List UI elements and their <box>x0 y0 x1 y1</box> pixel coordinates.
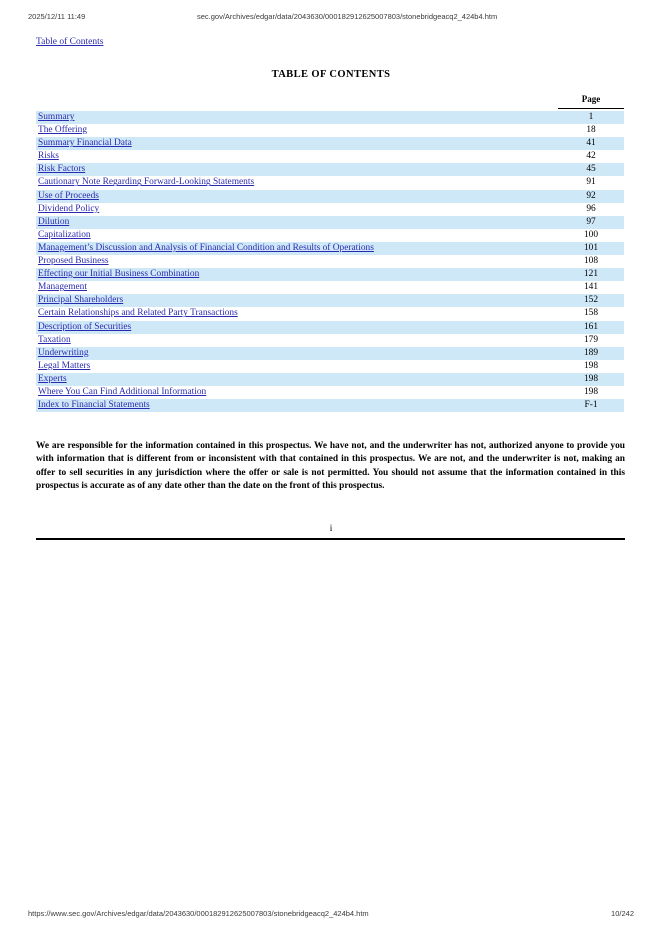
toc-entry-page-number: 152 <box>583 295 599 306</box>
page-marker: i <box>329 524 333 534</box>
page-bottom-rule <box>36 538 625 540</box>
toc-entry-page-number: 121 <box>583 269 599 280</box>
table-row <box>36 150 624 163</box>
table-row <box>36 242 624 255</box>
page-title: TABLE OF CONTENTS <box>271 69 391 80</box>
toc-entry-page-number: 179 <box>583 334 599 345</box>
toc-entry-link[interactable]: Effecting our Initial Business Combination <box>38 269 200 280</box>
toc-entry-link[interactable]: Summary Financial Data <box>38 138 132 149</box>
toc-entry-page-number: 92 <box>586 190 596 201</box>
table-row <box>36 137 624 150</box>
table-row <box>36 281 624 294</box>
toc-entry-page-number: 1 <box>588 112 594 122</box>
toc-entry-link[interactable]: Underwriting <box>38 347 89 358</box>
toc-entry-page-number: 161 <box>583 321 599 332</box>
toc-entry-link[interactable]: Legal Matters <box>38 360 91 371</box>
toc-entry-page-number: 198 <box>583 360 599 371</box>
toc-entry-link[interactable]: Cautionary Note Regarding Forward-Looking Statements <box>38 177 255 188</box>
toc-entry-link[interactable]: Taxation <box>38 334 71 345</box>
table-row <box>36 111 624 124</box>
page-column-rule <box>558 108 624 109</box>
toc-entry-page-number: 100 <box>583 229 599 240</box>
toc-entry-link[interactable]: Use of Proceeds <box>38 190 99 201</box>
toc-entry-link[interactable]: Summary <box>38 112 75 122</box>
table-row <box>36 347 624 360</box>
table-row <box>36 386 624 399</box>
toc-entry-link[interactable]: Management <box>38 282 87 293</box>
toc-entry-link[interactable]: Index to Financial Statements <box>38 400 150 411</box>
table-of-contents-back-link[interactable]: Table of Contents <box>36 37 104 47</box>
table-row <box>36 268 624 281</box>
toc-entry-page-number: 101 <box>583 242 599 253</box>
table-row <box>36 255 624 268</box>
toc-entry-page-number: 96 <box>586 203 596 214</box>
table-row <box>36 399 624 412</box>
table-row <box>36 203 624 216</box>
toc-entry-link[interactable]: Description of Securities <box>38 321 132 332</box>
table-row <box>36 229 624 242</box>
toc-entry-link[interactable]: The Offering <box>38 125 88 136</box>
toc-entry-page-number: 41 <box>586 138 596 149</box>
table-row <box>36 190 624 203</box>
toc-entry-page-number: 158 <box>583 308 599 319</box>
table-row <box>36 334 624 347</box>
toc-entry-page-number: F-1 <box>584 400 598 411</box>
toc-entry-link[interactable]: Proposed Business <box>38 256 109 267</box>
table-row <box>36 176 624 189</box>
toc-entry-link[interactable]: Risk Factors <box>38 164 86 175</box>
toc-entry-link[interactable]: Principal Shareholders <box>38 295 124 306</box>
toc-entry-link[interactable]: Management’s Discussion and Analysis of Financial Condition and Results of Operations <box>38 242 374 253</box>
table-row <box>36 307 624 320</box>
toc-entry-link[interactable]: Certain Relationships and Related Party Transactions <box>38 308 238 319</box>
toc-entry-page-number: 18 <box>586 125 596 136</box>
toc-entry-page-number: 189 <box>583 347 599 358</box>
toc-entry-link[interactable]: Where You Can Find Additional Information <box>38 386 207 397</box>
table-row <box>36 294 624 307</box>
page-column-header: Page <box>581 94 601 104</box>
print-footer <box>0 909 662 921</box>
table-row <box>36 321 624 334</box>
toc-entry-page-number: 42 <box>586 151 596 162</box>
toc-entry-link[interactable]: Risks <box>38 151 59 162</box>
toc-entry-page-number: 141 <box>583 282 599 293</box>
toc-entry-page-number: 45 <box>586 164 596 175</box>
footer-page-number: 10/242 <box>611 909 634 918</box>
toc-entry-page-number: 198 <box>583 386 599 397</box>
print-timestamp: 2025/12/11 11:49 <box>28 12 86 21</box>
toc-entry-page-number: 108 <box>583 256 599 267</box>
toc-entry-link[interactable]: Experts <box>38 373 67 384</box>
toc-entry-page-number: 198 <box>583 373 599 384</box>
table-row <box>36 124 624 137</box>
toc-entry-link[interactable]: Dilution <box>38 216 70 227</box>
toc-entry-page-number: 97 <box>586 216 596 227</box>
toc-row-list <box>36 111 624 412</box>
toc-entry-link[interactable]: Capitalization <box>38 229 91 240</box>
print-source-url: sec.gov/Archives/edgar/data/2043630/000182912625007803/stonebridgeacq2_424b4.htm <box>197 12 498 21</box>
table-row <box>36 373 624 386</box>
toc-header-row <box>36 94 624 111</box>
table-of-contents <box>36 94 624 412</box>
table-row <box>36 360 624 373</box>
toc-entry-page-number: 91 <box>586 177 596 188</box>
table-row <box>36 216 624 229</box>
toc-entry-link[interactable]: Dividend Policy <box>38 203 100 214</box>
footer-url: https://www.sec.gov/Archives/edgar/data/2043630/000182912625007803/stonebridgeacq2_424b4.htm <box>28 909 369 918</box>
table-row <box>36 163 624 176</box>
prospectus-disclaimer: We are responsible for the information contained in this prospectus. We have not, and the underwriter has not, authorized anyone to provide you with information that is different from or inconsistent with that contained in this prospectus. We are not, and the underwriter is not, making an offer to sell securities in any jurisdiction where the offer or sale is not permitted. You should not assume that the information contained in this prospectus is accurate as of any date other than the date on the front of this prospectus. <box>36 441 625 491</box>
